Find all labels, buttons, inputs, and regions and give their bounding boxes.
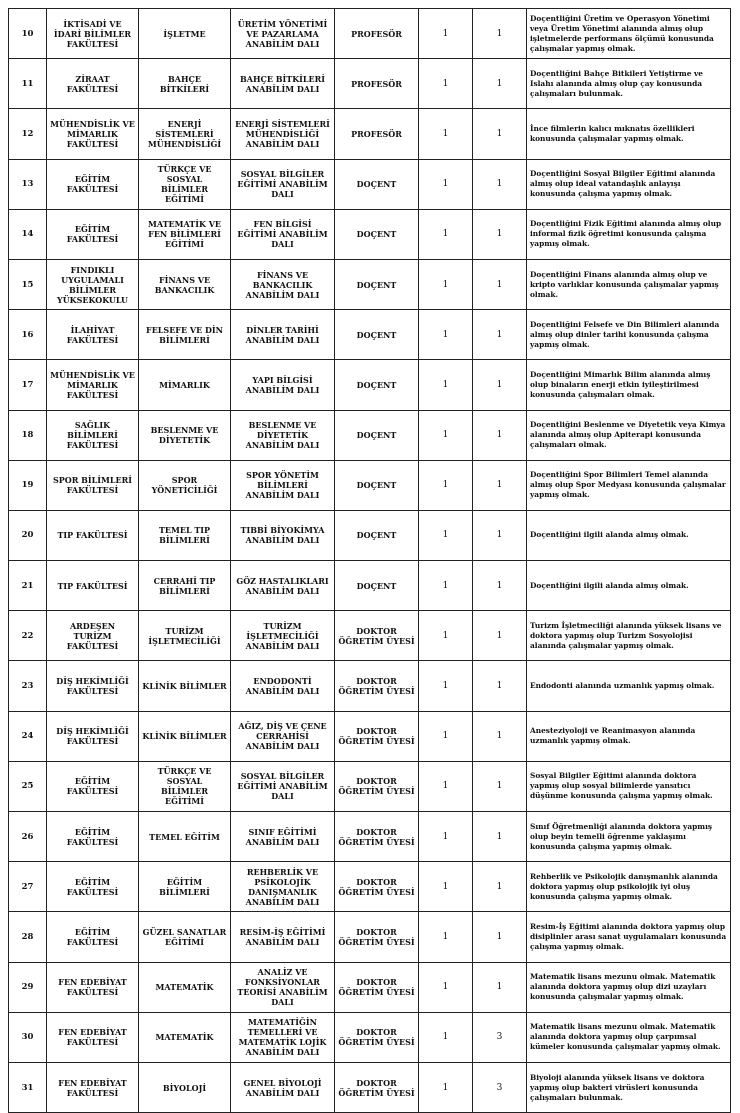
department-cell: FELSEFE VE DİN BİLİMLERİ [139,310,231,360]
title-cell: PROFESÖR [335,109,419,159]
faculty-cell: FEN EDEBİYAT FAKÜLTESİ [47,962,139,1012]
program-cell: GÖZ HASTALIKLARI ANABİLİM DALI [231,561,335,611]
title-cell: PROFESÖR [335,9,419,59]
program-cell: DİNLER TARİHİ ANABİLİM DALI [231,310,335,360]
table-body [9,9,731,1113]
degree-cell: 1 [419,460,473,510]
faculty-cell: TIP FAKÜLTESİ [47,510,139,560]
row-number: 17 [9,360,47,410]
table-row [9,109,731,159]
count-cell: 1 [473,912,527,962]
title-cell: DOÇENT [335,259,419,309]
count-cell: 3 [473,1012,527,1062]
program-cell: MATEMATİĞİN TEMELLERİ VE MATEMATİK LOJİK ANABİLİM DALI [231,1012,335,1062]
faculty-cell: MÜHENDİSLİK VE MİMARLIK FAKÜLTESİ [47,360,139,410]
row-number: 25 [9,761,47,811]
condition-cell: Matematik lisans mezunu olmak. Matematik alanında doktora yapmış olup çarpımsal kümeler konusunda çalışmalar yapmış olmak. [527,1012,731,1062]
department-cell: MİMARLIK [139,360,231,410]
row-number: 13 [9,159,47,209]
degree-cell: 1 [419,812,473,862]
degree-cell: 1 [419,209,473,259]
program-cell: ENERJİ SİSTEMLERİ MÜHENDİSLİĞİ ANABİLİM DALI [231,109,335,159]
table-row [9,962,731,1012]
faculty-cell: ARDEŞEN TURİZM FAKÜLTESİ [47,611,139,661]
row-number: 11 [9,59,47,109]
condition-cell: Doçentliğini ilgili alanda almış olmak. [527,510,731,560]
faculty-cell: EĞİTİM FAKÜLTESİ [47,209,139,259]
faculty-cell: DİŞ HEKİMLİĞİ FAKÜLTESİ [47,711,139,761]
row-number: 21 [9,561,47,611]
degree-cell: 1 [419,9,473,59]
faculty-cell: EĞİTİM FAKÜLTESİ [47,862,139,912]
faculty-cell: FINDIKLI UYGULAMALI BİLİMLER YÜKSEKOKULU [47,259,139,309]
title-cell: DOÇENT [335,159,419,209]
faculty-cell: SPOR BİLİMLERİ FAKÜLTESİ [47,460,139,510]
row-number: 19 [9,460,47,510]
program-cell: BESLENME VE DİYETETİK ANABİLİM DALI [231,410,335,460]
row-number: 26 [9,812,47,862]
title-cell: DOKTOR ÖĞRETİM ÜYESİ [335,862,419,912]
table-row [9,711,731,761]
program-cell: ANALİZ VE FONKSİYONLAR TEORİSİ ANABİLİM DALI [231,962,335,1012]
degree-cell: 1 [419,310,473,360]
title-cell: DOÇENT [335,360,419,410]
condition-cell: Doçentliğini Felsefe ve Din Bilimleri alanında almış olup dinler tarihi konusunda çalışma yapmış olmak. [527,310,731,360]
program-cell: SOSYAL BİLGİLER EĞİTİMİ ANABİLİM DALI [231,761,335,811]
faculty-cell: EĞİTİM FAKÜLTESİ [47,159,139,209]
program-cell: TIBBİ BİYOKİMYA ANABİLİM DALI [231,510,335,560]
department-cell: MATEMATİK [139,1012,231,1062]
department-cell: KLİNİK BİLİMLER [139,711,231,761]
row-number: 18 [9,410,47,460]
department-cell: İŞLETME [139,9,231,59]
department-cell: EĞİTİM BİLİMLERİ [139,862,231,912]
title-cell: DOÇENT [335,209,419,259]
degree-cell: 1 [419,761,473,811]
faculty-cell: MÜHENDİSLİK VE MİMARLIK FAKÜLTESİ [47,109,139,159]
degree-cell: 1 [419,912,473,962]
title-cell: DOKTOR ÖĞRETİM ÜYESİ [335,1012,419,1062]
count-cell: 1 [473,159,527,209]
condition-cell: Endodonti alanında uzmanlık yapmış olmak. [527,661,731,711]
table-row [9,862,731,912]
condition-cell: İnce filmlerin kalıcı mıknatıs özellikleri konusunda çalışmalar yapmış olmak. [527,109,731,159]
table-row [9,9,731,59]
faculty-cell: TIP FAKÜLTESİ [47,561,139,611]
degree-cell: 1 [419,159,473,209]
row-number: 16 [9,310,47,360]
table-row [9,310,731,360]
condition-cell: Doçentliğini Spor Bilimleri Temel alanında almış olup Spor Medyası konusunda çalışmalar yapmış olmak. [527,460,731,510]
row-number: 10 [9,9,47,59]
title-cell: DOÇENT [335,561,419,611]
department-cell: TEMEL EĞİTİM [139,812,231,862]
condition-cell: Anesteziyoloji ve Reanimasyon alanında uzmanlık yapmış olmak. [527,711,731,761]
count-cell: 3 [473,1062,527,1112]
count-cell: 1 [473,410,527,460]
condition-cell: Turizm İşletmeciliği alanında yüksek lisans ve doktora yapmış olup Turizm Sosyolojisi alanında çalışmalar yapmış olmak. [527,611,731,661]
faculty-cell: EĞİTİM FAKÜLTESİ [47,812,139,862]
count-cell: 1 [473,711,527,761]
table-row [9,661,731,711]
faculty-cell: ZİRAAT FAKÜLTESİ [47,59,139,109]
department-cell: MATEMATİK [139,962,231,1012]
program-cell: GENEL BİYOLOJİ ANABİLİM DALI [231,1062,335,1112]
department-cell: CERRAHİ TIP BİLİMLERİ [139,561,231,611]
title-cell: DOKTOR ÖĞRETİM ÜYESİ [335,812,419,862]
department-cell: TURİZM İŞLETMECİLİĞİ [139,611,231,661]
faculty-cell: EĞİTİM FAKÜLTESİ [47,761,139,811]
department-cell: FİNANS VE BANKACILIK [139,259,231,309]
table-row [9,1012,731,1062]
faculty-cell: SAĞLIK BİLİMLERİ FAKÜLTESİ [47,410,139,460]
row-number: 29 [9,962,47,1012]
faculty-cell: İLAHİYAT FAKÜLTESİ [47,310,139,360]
program-cell: TURİZM İŞLETMECİLİĞİ ANABİLİM DALI [231,611,335,661]
count-cell: 1 [473,259,527,309]
department-cell: GÜZEL SANATLAR EĞİTİMİ [139,912,231,962]
title-cell: DOÇENT [335,460,419,510]
condition-cell: Doçentliğini Finans alanında almış olup ve kripto varlıklar konusunda çalışmalar yapmış olmak. [527,259,731,309]
row-number: 28 [9,912,47,962]
table-row [9,259,731,309]
condition-cell: Doçentliğini Mimarlık Bilim alanında almış olup binaların enerji etkin iyileştirilmesi konusunda çalışmaları olmak. [527,360,731,410]
department-cell: BAHÇE BİTKİLERİ [139,59,231,109]
department-cell: BESLENME VE DİYETETİK [139,410,231,460]
program-cell: REHBERLİK VE PSİKOLOJİK DANIŞMANLIK ANABİLİM DALI [231,862,335,912]
degree-cell: 1 [419,611,473,661]
table-row [9,59,731,109]
table-row [9,812,731,862]
position-table [8,8,731,1113]
table-row [9,510,731,560]
title-cell: DOKTOR ÖĞRETİM ÜYESİ [335,912,419,962]
program-cell: SPOR YÖNETİM BİLİMLERİ ANABİLİM DALI [231,460,335,510]
faculty-cell: DİŞ HEKİMLİĞİ FAKÜLTESİ [47,661,139,711]
row-number: 31 [9,1062,47,1112]
row-number: 20 [9,510,47,560]
condition-cell: Rehberlik ve Psikolojik danışmanlık alanında doktora yapmış olup psikolojik iyi oluş konusunda çalışma yapmış olmak. [527,862,731,912]
condition-cell: Resim-İş Eğitimi alanında doktora yapmış olup disiplinler arası sanat uygulamaları konusunda çalışma yapmış olmak. [527,912,731,962]
department-cell: BİYOLOJİ [139,1062,231,1112]
title-cell: DOÇENT [335,410,419,460]
condition-cell: Doçentliğini Üretim ve Operasyon Yönetimi veya Üretim Yönetimi alanında almış olup işletmelerde performans ölçümü konusunda çalışmalar yapmış olmak. [527,9,731,59]
condition-cell: Sosyal Bilgiler Eğitimi alanında doktora yapmış olup sosyal bilimlerde yansıtıcı düşünme konusunda çalışma yapmış olmak. [527,761,731,811]
condition-cell: Doçentliğini Beslenme ve Diyetetik veya Kimya alanında almış olup Apiterapi konusunda çalışmaları olmak. [527,410,731,460]
degree-cell: 1 [419,360,473,410]
program-cell: BAHÇE BİTKİLERİ ANABİLİM DALI [231,59,335,109]
degree-cell: 1 [419,510,473,560]
row-number: 23 [9,661,47,711]
title-cell: DOÇENT [335,510,419,560]
title-cell: DOKTOR ÖĞRETİM ÜYESİ [335,611,419,661]
degree-cell: 1 [419,661,473,711]
table-row [9,159,731,209]
degree-cell: 1 [419,561,473,611]
count-cell: 1 [473,310,527,360]
count-cell: 1 [473,360,527,410]
program-cell: FEN BİLGİSİ EĞİTİMİ ANABİLİM DALI [231,209,335,259]
row-number: 14 [9,209,47,259]
condition-cell: Doçentliğini ilgili alanda almış olmak. [527,561,731,611]
table-row [9,460,731,510]
degree-cell: 1 [419,410,473,460]
department-cell: TEMEL TIP BİLİMLERİ [139,510,231,560]
faculty-cell: FEN EDEBİYAT FAKÜLTESİ [47,1062,139,1112]
condition-cell: Doçentliğini Fizik Eğitimi alanında almış olup informal fizik öğretimi konusunda çalışma yapmış olmak. [527,209,731,259]
department-cell: TÜRKÇE VE SOSYAL BİLİMLER EĞİTİMİ [139,159,231,209]
title-cell: DOKTOR ÖĞRETİM ÜYESİ [335,962,419,1012]
count-cell: 1 [473,611,527,661]
count-cell: 1 [473,761,527,811]
degree-cell: 1 [419,962,473,1012]
faculty-cell: EĞİTİM FAKÜLTESİ [47,912,139,962]
count-cell: 1 [473,209,527,259]
condition-cell: Sınıf Öğretmenliği alanında doktora yapmış olup beyin temelli öğrenme yaklaşımı konusunda çalışma yapmış olmak. [527,812,731,862]
row-number: 12 [9,109,47,159]
degree-cell: 1 [419,862,473,912]
program-cell: SINIF EĞİTİMİ ANABİLİM DALI [231,812,335,862]
condition-cell: Biyoloji alanında yüksek lisans ve doktora yapmış olup bakteri virüsleri konusunda çalışmaları bulunmak. [527,1062,731,1112]
title-cell: DOKTOR ÖĞRETİM ÜYESİ [335,1062,419,1112]
faculty-cell: FEN EDEBİYAT FAKÜLTESİ [47,1012,139,1062]
title-cell: DOKTOR ÖĞRETİM ÜYESİ [335,761,419,811]
degree-cell: 1 [419,1012,473,1062]
table-row [9,611,731,661]
department-cell: MATEMATİK VE FEN BİLİMLERİ EĞİTİMİ [139,209,231,259]
count-cell: 1 [473,510,527,560]
department-cell: ENERJİ SİSTEMLERİ MÜHENDİSLİĞİ [139,109,231,159]
table-row [9,410,731,460]
row-number: 15 [9,259,47,309]
department-cell: KLİNİK BİLİMLER [139,661,231,711]
table-row [9,209,731,259]
row-number: 30 [9,1012,47,1062]
degree-cell: 1 [419,59,473,109]
row-number: 24 [9,711,47,761]
count-cell: 1 [473,59,527,109]
row-number: 22 [9,611,47,661]
count-cell: 1 [473,109,527,159]
program-cell: RESİM-İŞ EĞİTİMİ ANABİLİM DALI [231,912,335,962]
degree-cell: 1 [419,711,473,761]
row-number: 27 [9,862,47,912]
condition-cell: Doçentliğini Bahçe Bitkileri Yetiştirme ve Islahı alanında almış olup çay konusunda çalışmaları bulunmak. [527,59,731,109]
degree-cell: 1 [419,109,473,159]
program-cell: YAPI BİLGİSİ ANABİLİM DALI [231,360,335,410]
degree-cell: 1 [419,259,473,309]
count-cell: 1 [473,9,527,59]
table-row [9,761,731,811]
program-cell: FİNANS VE BANKACILIK ANABİLİM DALI [231,259,335,309]
table-row [9,1062,731,1112]
table-row [9,912,731,962]
count-cell: 1 [473,862,527,912]
count-cell: 1 [473,561,527,611]
count-cell: 1 [473,962,527,1012]
table-row [9,561,731,611]
count-cell: 1 [473,812,527,862]
program-cell: SOSYAL BİLGİLER EĞİTİMİ ANABİLİM DALI [231,159,335,209]
condition-cell: Doçentliğini Sosyal Bilgiler Eğitimi alanında almış olup ideal vatandaşlık anlayışı konusunda çalışma yapmış olmak. [527,159,731,209]
title-cell: DOÇENT [335,310,419,360]
program-cell: ENDODONTİ ANABİLİM DALI [231,661,335,711]
count-cell: 1 [473,661,527,711]
title-cell: DOKTOR ÖĞRETİM ÜYESİ [335,661,419,711]
program-cell: AĞIZ, DİŞ VE ÇENE CERRAHİSİ ANABİLİM DALI [231,711,335,761]
count-cell: 1 [473,460,527,510]
table-row [9,360,731,410]
department-cell: TÜRKÇE VE SOSYAL BİLİMLER EĞİTİMİ [139,761,231,811]
degree-cell: 1 [419,1062,473,1112]
program-cell: ÜRETİM YÖNETİMİ VE PAZARLAMA ANABİLİM DALI [231,9,335,59]
condition-cell: Matematik lisans mezunu olmak. Matematik alanında doktora yapmış olup dizi uzayları konusunda çalışmalar yapmış olmak. [527,962,731,1012]
faculty-cell: İKTİSADİ VE İDARİ BİLİMLER FAKÜLTESİ [47,9,139,59]
title-cell: PROFESÖR [335,59,419,109]
title-cell: DOKTOR ÖĞRETİM ÜYESİ [335,711,419,761]
department-cell: SPOR YÖNETİCİLİĞİ [139,460,231,510]
